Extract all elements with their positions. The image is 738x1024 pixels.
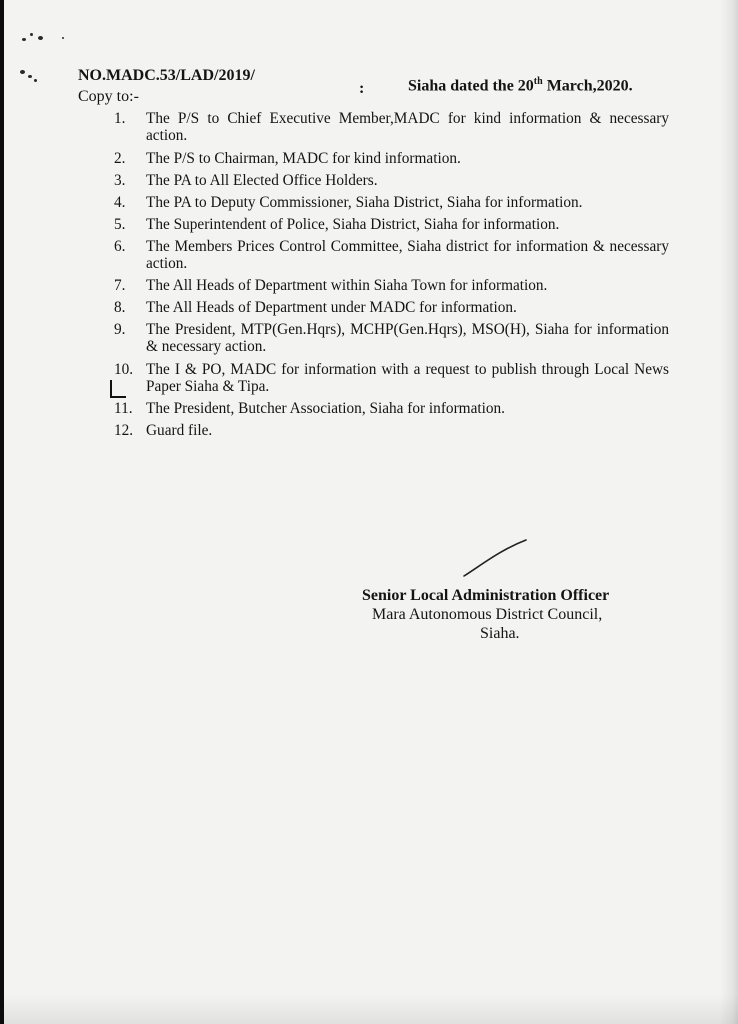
list-item	[114, 172, 669, 189]
list-item	[114, 194, 669, 211]
item-number: 9.	[114, 321, 126, 338]
list-item	[114, 400, 669, 417]
reference-number: NO.MADC.53/LAD/2019/	[78, 67, 255, 84]
list-item	[114, 150, 669, 167]
item-text: The President, Butcher Association, Siaha for information.	[146, 400, 505, 417]
ink-speck	[28, 75, 32, 78]
item-number: 6.	[114, 237, 126, 255]
list-item	[114, 361, 669, 395]
item-number: 5.	[114, 215, 126, 233]
item-number: 11.	[114, 400, 133, 417]
item-text: Guard file.	[146, 422, 213, 439]
ink-speck	[38, 36, 43, 40]
ink-speck	[20, 70, 25, 74]
item-number: 8.	[114, 299, 126, 316]
item-number: 7.	[114, 277, 126, 294]
date-suffix: March,2020.	[542, 77, 633, 95]
list-item	[114, 321, 669, 355]
item-text: The All Heads of Department under MADC for information.	[146, 299, 517, 316]
item-number: 1.	[114, 110, 126, 127]
copy-to-label: Copy to:-	[78, 88, 139, 105]
page-edge	[0, 0, 4, 1024]
item-number: 12.	[114, 422, 134, 439]
ink-speck	[62, 37, 64, 39]
item-text: The P/S to Chief Executive Member,MADC for kind information & necessary action.	[146, 110, 669, 144]
list-item	[114, 299, 669, 316]
item-number: 10.	[114, 360, 134, 378]
signer-office: Mara Autonomous District Council,	[372, 606, 603, 623]
date-prefix: Siaha dated the 20	[408, 77, 534, 95]
list-item	[114, 422, 669, 439]
signature-block	[362, 586, 662, 643]
signer-designation: Senior Local Administration Officer	[362, 587, 610, 604]
item-text: The PA to All Elected Office Holders.	[146, 171, 378, 189]
item-text: The All Heads of Department within Siaha Town for information.	[146, 277, 548, 294]
item-number: 3.	[114, 171, 126, 189]
signer-place: Siaha.	[480, 625, 520, 642]
list-item	[114, 277, 669, 294]
ink-speck	[22, 38, 26, 41]
header-colon: :	[359, 80, 365, 97]
signature-stroke	[460, 536, 532, 580]
list-item	[114, 216, 669, 233]
distribution-list	[114, 110, 669, 444]
item-number: 4.	[114, 193, 126, 211]
handwritten-tick-mark	[110, 380, 126, 398]
ink-speck	[34, 79, 37, 82]
item-text: The PA to Deputy Commissioner, Siaha District, Siaha for information.	[146, 193, 583, 211]
item-text: The Members Prices Control Committee, Siaha district for information & necessary action.	[146, 237, 669, 272]
item-text: The Superintendent of Police, Siaha District, Siaha for information.	[146, 215, 560, 233]
ink-speck	[30, 33, 33, 36]
item-number: 2.	[114, 149, 126, 167]
item-text: The I & PO, MADC for information with a request to publish through Local News Paper Siaha & Tipa.	[146, 360, 669, 395]
list-item	[114, 110, 669, 144]
item-text: The P/S to Chairman, MADC for kind information.	[146, 149, 461, 167]
page-shadow-bottom	[0, 994, 738, 1024]
list-item	[114, 238, 669, 272]
page-shadow	[720, 0, 738, 1024]
date-superscript: th	[533, 76, 543, 87]
document-date	[408, 76, 633, 95]
item-text: The President, MTP(Gen.Hqrs), MCHP(Gen.Hqrs), MSO(H), Siaha for information & necessary action.	[146, 321, 669, 355]
